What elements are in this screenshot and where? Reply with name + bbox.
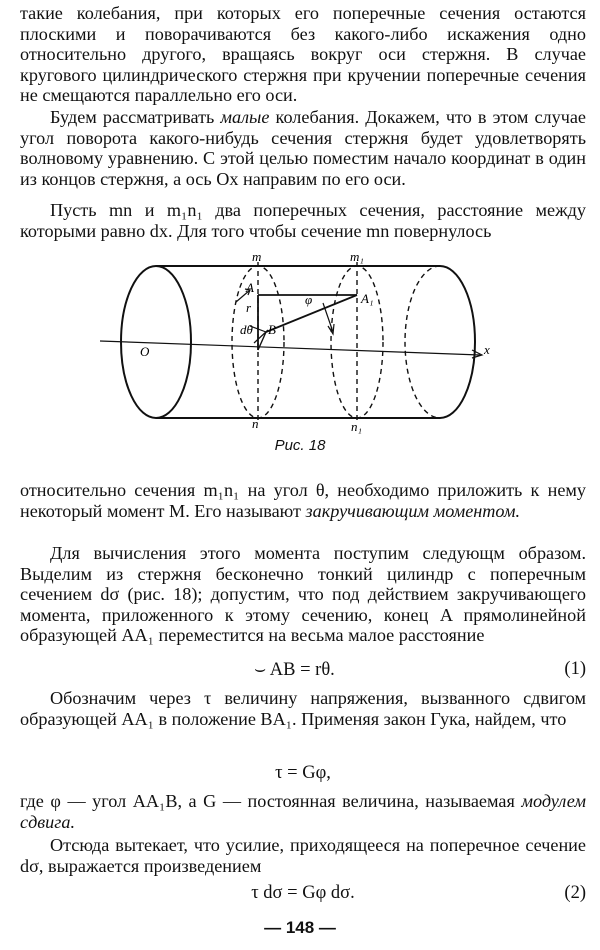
paragraph-small-oscillations: Будем рассматривать малые колебания. Докажем, что в этом случае угол поворота какого-нибудь сечения стержня будет удовлетворять волновому уравнению. С этой целью поместим начало координат в один из концов стержня, а ось Ox направим по его оси.	[20, 107, 586, 189]
label-A: A	[246, 280, 254, 295]
paragraph-twisting-moment: относительно сечения m₁n₁ на угол θ, необходимо приложить к нему некоторый момент M. Его называют закручивающим моментом.	[20, 480, 586, 521]
page-number: — 148 —	[264, 918, 336, 937]
paragraph-computation: Для вычисления этого момента поступим следующм образом. Выделим из стержня бесконечно тонкий цилиндр с поперечным сечением dσ (рис. 18); допустим, что под действием закручивающего момента, приложенного к этому сечению, конец A прямолинейной образующей AA₁ переместится на весьма малое расстояние	[20, 543, 586, 646]
emphasis-twisting-moment: закручивающим моментом.	[305, 500, 520, 521]
label-m: m	[252, 249, 262, 264]
label-r: r	[246, 300, 252, 315]
emphasis-small: малые	[220, 107, 270, 127]
equation-2-number: (2)	[564, 883, 586, 903]
equation-hooke	[20, 763, 586, 787]
equation-2	[20, 883, 586, 907]
equation-1-number: (1)	[564, 659, 586, 679]
label-B: B	[268, 322, 276, 337]
figure-caption: Рис. 18	[274, 437, 326, 454]
label-n: n	[252, 416, 259, 431]
paragraph-sections: Пусть mn и m₁n₁ два поперечных сечения, расстояние между которыми равно dx. Для того чтобы сечение mn повернулось	[20, 200, 586, 241]
paragraph-torsion-definition: такие колебания, при которых его поперечные сечения остаются плоскими и поворачиваются без какого-либо искажения одно относительно другого, вращаясь вокруг оси стержня. В случае кругового цилиндрического стержня при кручении поперечные сечения не смещаются параллельно его оси.	[20, 3, 586, 106]
label-phi: φ	[305, 292, 313, 307]
equation-hooke-formula: τ = Gφ,	[275, 763, 331, 783]
equation-2-formula: τ dσ = Gφ dσ.	[251, 883, 355, 903]
paragraph-hooke-law: Обозначим через τ величину напряжения, вызванного сдвигом образующей AA₁ в положение BA₁. Применяя закон Гука, найдем, что	[20, 688, 586, 729]
equation-1-formula: ⌣ AB = rθ.	[254, 660, 335, 680]
equation-1	[20, 659, 586, 683]
label-m1: m₁	[350, 249, 364, 264]
paragraph-shear-modulus: где φ — угол AA₁B, а G — постоянная величина, называемая модулем сдвига.	[20, 791, 586, 832]
label-n1: n₁	[351, 419, 363, 434]
label-dtheta: dθ	[240, 322, 253, 337]
emphasis-shear-modulus: модулем сдвига.	[20, 791, 586, 832]
label-O: O	[140, 344, 150, 359]
figure-cylinder-diagram	[100, 248, 500, 434]
paragraph-force: Отсюда вытекает, что усилие, приходящееся на поперечное сечение dσ, выражается произведением	[20, 835, 586, 876]
label-A1: A₁	[361, 291, 374, 306]
label-x: x	[484, 342, 490, 357]
